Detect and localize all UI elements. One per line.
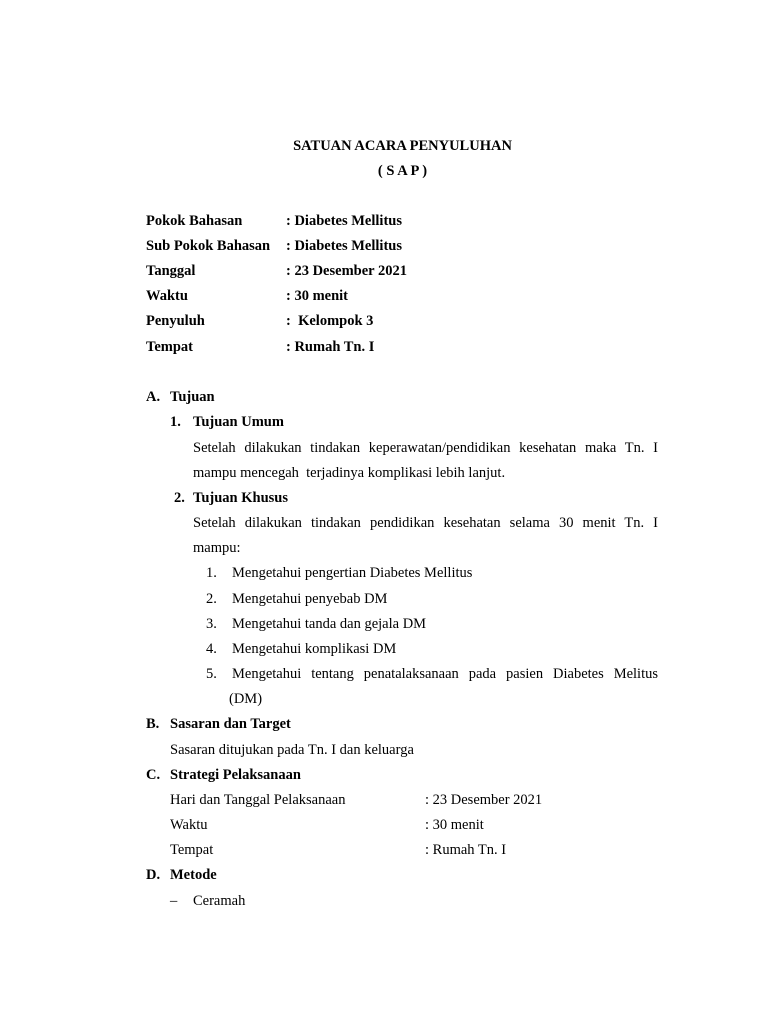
list-item-number: 2. bbox=[206, 591, 217, 607]
section-b-text: Sasaran ditujukan pada Tn. I dan keluarga bbox=[170, 742, 414, 758]
tujuan-umum-heading: Tujuan Umum bbox=[193, 414, 284, 430]
list-item-number: 5. bbox=[206, 666, 217, 682]
tujuan-umum-line-2: mampu mencegah terjadinya komplikasi lebih lanjut. bbox=[193, 465, 506, 481]
info-value-sub-pokok-bahasan: : Diabetes Mellitus bbox=[286, 238, 402, 254]
list-item: Mengetahui pengertian Diabetes Mellitus bbox=[232, 565, 473, 581]
list-item: Mengetahui tanda dan gejala DM bbox=[232, 616, 427, 632]
info-value-tempat: : Rumah Tn. I bbox=[286, 339, 375, 355]
info-label-waktu: Waktu bbox=[146, 288, 188, 304]
section-c-heading: Strategi Pelaksanaan bbox=[170, 767, 301, 783]
strategi-label-hari-tanggal: Hari dan Tanggal Pelaksanaan bbox=[170, 792, 346, 808]
info-value-pokok-bahasan: : Diabetes Mellitus bbox=[286, 213, 402, 229]
section-d-heading: Metode bbox=[170, 867, 217, 883]
list-item-number: 3. bbox=[206, 616, 217, 632]
info-label-pokok-bahasan: Pokok Bahasan bbox=[146, 213, 243, 229]
section-b-marker: B. bbox=[146, 716, 160, 732]
strategi-value-waktu: : 30 menit bbox=[425, 817, 484, 833]
strategi-value-hari-tanggal: : 23 Desember 2021 bbox=[425, 792, 543, 808]
list-item: Ceramah bbox=[193, 893, 246, 909]
tujuan-khusus-line-1: Setelah dilakukan tindakan pendidikan kesehatan selama 30 menit Tn. I bbox=[193, 515, 658, 531]
tujuan-umum-line-1: Setelah dilakukan tindakan keperawatan/pendidikan kesehatan maka Tn. I bbox=[193, 440, 658, 456]
tujuan-khusus-marker: 2. bbox=[174, 490, 185, 506]
list-item: Mengetahui penyebab DM bbox=[232, 591, 388, 607]
info-label-tanggal: Tanggal bbox=[146, 263, 196, 279]
info-value-tanggal: : 23 Desember 2021 bbox=[286, 263, 407, 279]
section-a-marker: A. bbox=[146, 389, 161, 405]
section-a-heading: Tujuan bbox=[170, 389, 215, 405]
tujuan-khusus-heading: Tujuan Khusus bbox=[193, 490, 288, 506]
info-label-penyuluh: Penyuluh bbox=[146, 313, 205, 329]
info-value-waktu: : 30 menit bbox=[286, 288, 349, 304]
document-subtitle: ( S A P ) bbox=[377, 163, 428, 179]
tujuan-khusus-line-2: mampu: bbox=[193, 540, 241, 556]
metode-bullet: – bbox=[170, 893, 178, 909]
list-item-number: 1. bbox=[206, 565, 217, 581]
strategi-value-tempat: : Rumah Tn. I bbox=[425, 842, 507, 858]
strategi-label-waktu: Waktu bbox=[170, 817, 208, 833]
info-label-tempat: Tempat bbox=[146, 339, 193, 355]
list-item: Mengetahui tentang penatalaksanaan pada pasien Diabetes Melitus bbox=[232, 666, 658, 682]
section-d-marker: D. bbox=[146, 867, 161, 883]
list-item: Mengetahui komplikasi DM bbox=[232, 641, 397, 657]
tujuan-umum-marker: 1. bbox=[170, 414, 181, 430]
document-title: SATUAN ACARA PENYULUHAN bbox=[293, 138, 512, 154]
list-item-continuation: (DM) bbox=[229, 691, 263, 707]
info-value-penyuluh: : Kelompok 3 bbox=[286, 313, 374, 329]
section-c-marker: C. bbox=[146, 767, 161, 783]
section-b-heading: Sasaran dan Target bbox=[170, 716, 291, 732]
info-label-sub-pokok-bahasan: Sub Pokok Bahasan bbox=[146, 238, 271, 254]
list-item-number: 4. bbox=[206, 641, 217, 657]
strategi-label-tempat: Tempat bbox=[170, 842, 214, 858]
